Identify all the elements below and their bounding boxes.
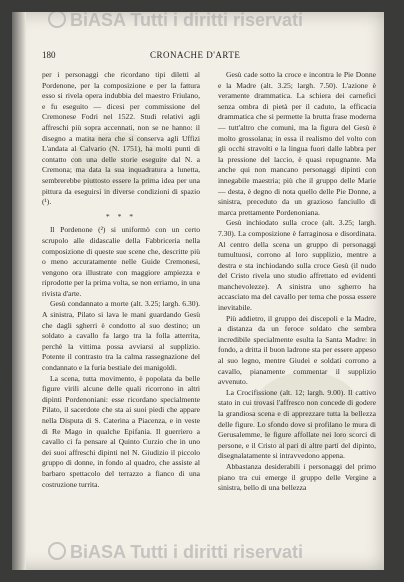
page-number: 180	[42, 50, 56, 60]
paragraph: La scena, tutta movimento, è popolata da belle figure virili alcune delle quali ricorrono in altri dipinti Pordenoniani: esse ricordano specialmente Pilato, il sacerdote che sta ai suoi piedi che appare nella Disputa di S. Caterina a Piacenza, e in veste di Re Mago in qualche Epifania. Il guerriero a cavallo ci fa pensare al Quinto Curzio che in uno dei suoi affreschi dipinti nel N. Giudizio il piccolo gruppo di donne, in fondo al quadro, che assiste al barbaro spettacolo del terrazzo a fianco di una costruzione turrita.	[42, 373, 200, 489]
paragraph: Abbastanza desiderabili i personaggi del primo piano tra cui emerge il gruppo delle Vergine a sinistra, bello di una bellezza	[218, 461, 376, 493]
watermark-bottom	[48, 542, 303, 563]
paragraph: per i personaggi che ricordano tipi diletti al Pordenone, per la composizione e per la fattura esso si rivela opera indubbia del maestro Friulano, e fu eseguito — dicesi per commissione del Cremonese Fodri nel 1522. Studi relativi agli affreschi più sopra accennati, non se ne hanno: il disegno a matita nera che si conserva agli Uffizi L'andata al Calvario (N. 1751), ha molti punti di contatto con una delle storie eseguite dal N. a Cremona; ma data la sua inquadratura a lunetta, sembrerebbe piuttosto essere la prima idea per una pittura da eseguirsi in diverse condizioni di spazio (¹).	[42, 70, 200, 207]
biasa-logo-icon	[48, 12, 66, 28]
biasa-logo-icon	[48, 542, 66, 560]
running-title: CRONACHE D'ARTE	[150, 50, 241, 60]
watermark-top	[48, 12, 303, 31]
paragraph: Gesù condannato a morte (alt. 3.25; largh. 6.30). A sinistra, Pilato si lava le mani guardando Gesù che dagli sgherri è condotto al suo destino; un soldato a cavallo fa largo tra la folla atterrita, perchè la vittima possa avviarsi al supplizio. Potente il contrasto tra la calma rassegnazione del condannato e la furia bestiale dei manigoldi.	[42, 299, 200, 373]
paragraph: Il Pordenone (²) si uniformò con un certo scrupolo alle didascalie della Fabbriceria nella composizione di queste sue scene che, descritte più o meno accuratamente nelle Guide Cremonesi, vengono ora illustrate con maggiore ampiezza e riprodotte per la prima volta, se non erriamo, in una rivista d'arte.	[42, 225, 200, 298]
section-separator: * * *	[105, 211, 137, 221]
scanned-page	[12, 12, 384, 570]
paragraph: La Crocifissione (alt. 12; largh. 9.00). Il cattivo stato in cui trovasi l'affresco non concede di godere la grandiosa scena e di apprezzare tutta la bellezza delle figure. Lo sfondo dove si profilano le mura di Gerusalemme, le figure affollate nei loro scorci di persone, e il Cristo al pari di altre parti del dipinto, disegnalatamente si intravvedono appena.	[218, 387, 376, 461]
book-spine-shadow	[12, 12, 26, 570]
watermark-text: BiASA Tutti i diritti riservati	[70, 542, 304, 562]
paragraph: Più addietro, il gruppo dei discepoli e la Madre, a distanza da un feroce soldato che sembra incredibile specialmente esulta la Santa Madre: in fondo, a dritta il buon ladrone sta per essere appeso al suo legno, mentre Giudei e soldati corrono a cavallo, pianamente commentar il supplizio avvenuto.	[218, 313, 376, 387]
left-text-column	[42, 70, 200, 490]
page-header	[42, 50, 356, 64]
paragraph: Gesù cade sotto la croce e incontra le Pie Donne e la Madre (alt. 3.25; largh. 7.50). L'azione è veramente drammatica. La schiera dei carnefici senza ombra di pietà per il caduto, la efficacia drammatica che si permette la brutta frase moderna — tutt'altro che comuni, ma la figura del Gesù è molto grossolana; in essa il realismo del volto con gli occhi stravolti e la lingua fuori dalle labbra per la pressione del laccio, è quasi repugnante. Ma anche qui non mancano personaggi dipinti con innegabile maestria; più che il gruppo delle Marie — desta, è degno di nota quello delle Pie Donne, a sinistra, preceduto da un grazioso fanciullo di marca prettamente Pordenoniana.	[218, 70, 376, 217]
paragraph: Gesù inchiodato sulla croce (alt. 3.25; largh. 7.30). La composizione è farraginosa e disordinata. Al centro della scena un gruppo di personaggi tumultuosi, corrono al loro supplizio, mentre a destra e sta inchiodando sulla croce Gesù (il nudo del Cristo rivela uno studio affrettato ed evidenti manchevolezze). A sinistra uno sgherro ha accasciato ma del cavallo per tema che possa essere inevitabile.	[218, 218, 376, 313]
right-text-column	[218, 70, 376, 494]
watermark-text: BiASA Tutti i diritti riservati	[70, 12, 304, 30]
